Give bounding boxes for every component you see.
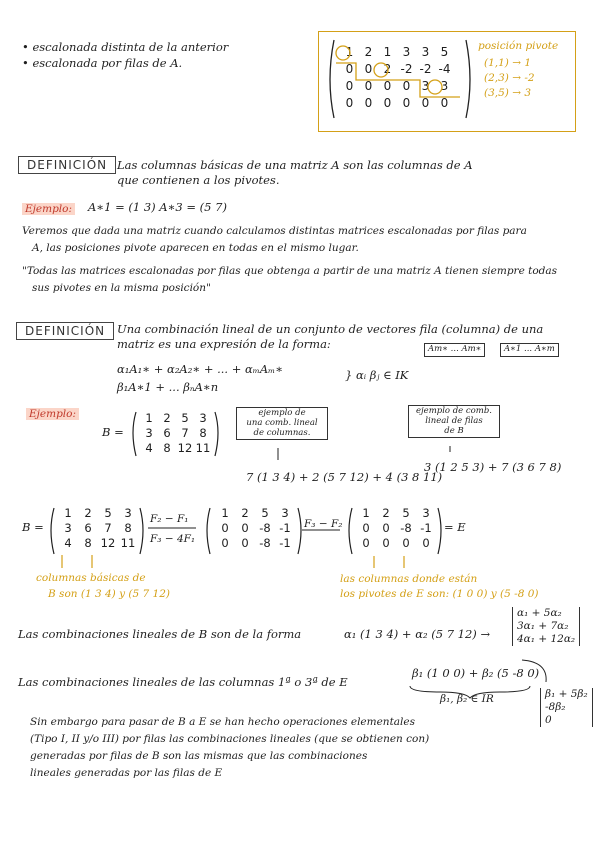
def1-line1: Las columnas básicas de una matriz A son las columnas de A — [117, 158, 473, 172]
M1-cell: 1 — [221, 506, 229, 520]
row-vectors-box: Am∗ ... Am∗ — [424, 343, 485, 357]
def2-formula1: α₁A₁∗ + α₂A₂∗ + ... + αₘAₘ∗ — [117, 362, 284, 376]
lin-B-formula: α₁ (1 3 4) + α₂ (5 7 12) → — [344, 627, 491, 641]
top-matrix-cell: 0 — [421, 96, 430, 110]
top-matrix-cell: 0 — [364, 96, 373, 110]
top-matrix-cell: 0 — [440, 96, 449, 110]
B-matrix-cell: 7 — [181, 426, 189, 440]
top-matrix-cell: 0 — [345, 62, 354, 76]
closing-line4: lineales generadas por las filas de E — [30, 767, 223, 779]
top-matrix-cell: 3 — [421, 79, 430, 93]
top-matrix-cell: 0 — [345, 96, 354, 110]
M1-cell: -8 — [259, 536, 271, 550]
ops1-bottom: F₃ − 4F₁ — [150, 533, 196, 545]
reduction-B-cell: 8 — [84, 536, 92, 550]
top-matrix-cell: 5 — [440, 45, 449, 59]
E-cell: 3 — [422, 506, 430, 520]
E-cell: 5 — [402, 506, 410, 520]
def1-line2: que contienen a los pivotes. — [117, 173, 280, 187]
E-cell: 0 — [382, 536, 390, 550]
para1-line2: A, las posiciones pivote aparecen en todas en el mismo lugar. — [32, 242, 359, 254]
quote-line2: sus pivotes en la misma posición" — [32, 282, 211, 294]
E-cell: -8 — [400, 521, 412, 535]
top-matrix-cell: 1 — [345, 45, 354, 59]
B-matrix-cell: 8 — [163, 441, 171, 455]
lin-E-text: Las combinaciones lineales de las columnas 1ª o 3ª de E — [18, 675, 348, 689]
M1-cell: -1 — [279, 521, 291, 535]
top-matrix-cell: -2 — [419, 62, 432, 76]
column-comb-note: ejemplo de una comb. lineal de columnas. — [236, 407, 328, 440]
closing-line1: Sin embargo para pasar de B a E se han hecho operaciones elementales — [30, 716, 416, 728]
B-matrix-cell: 2 — [163, 411, 171, 425]
top-matrix-cell: 1 — [383, 45, 392, 59]
column-vectors-box: A∗1 ... A∗m — [500, 343, 559, 357]
def2-line2: matriz es una expresión de la forma: — [117, 337, 331, 351]
example-label-1: Ejemplo: — [22, 203, 75, 215]
M1-cell: 0 — [241, 536, 249, 550]
reduction-B-cell: 3 — [64, 521, 72, 535]
E-label: = E — [444, 520, 466, 534]
top-matrix-cell: 0 — [364, 79, 373, 93]
example-label-2: Ejemplo: — [26, 408, 79, 420]
pivot-note-1: (1,1) → 1 — [484, 57, 532, 69]
M1-cell: -1 — [279, 536, 291, 550]
column-combination: 7 (1 3 4) + 2 (5 7 12) + 4 (3 8 11) — [246, 470, 443, 484]
pivot-note-3: (3,5) → 3 — [484, 87, 532, 99]
para1-line1: Veremos que dada una matriz cuando calculamos distintas matrices escalonadas por filas para — [22, 225, 527, 237]
top-matrix-cell: 2 — [364, 45, 373, 59]
lin-B-text: Las combinaciones lineales de B son de la forma — [18, 627, 302, 641]
B-matrix-cell: 5 — [181, 411, 189, 425]
E-cell: 0 — [362, 536, 370, 550]
M1-cell: 2 — [241, 506, 249, 520]
B-matrix-cell: 11 — [195, 441, 211, 455]
definition-label-1: DEFINICIÓN — [18, 156, 116, 174]
row-comb-note: ejemplo de comb. lineal de filas de B — [408, 405, 500, 438]
reduction-B-cell: 5 — [104, 506, 112, 520]
intro-bullet-2: • escalonada por filas de A. — [22, 56, 183, 70]
pivot-columns-note-1: las columnas donde están — [340, 573, 478, 585]
B-matrix-cell: 3 — [145, 426, 153, 440]
pivot-note-title: posición pivote — [478, 40, 559, 52]
def2-line1: Una combinación lineal de un conjunto de vectores fila (columna) de una — [117, 322, 544, 336]
B-matrix-cell: 12 — [177, 441, 193, 455]
example1-text: A∗1 = (1 3) A∗3 = (5 7) — [88, 200, 227, 214]
E-cell: 1 — [362, 506, 370, 520]
reduction-B-cell: 11 — [120, 536, 136, 550]
M1-cell: -8 — [259, 521, 271, 535]
lin-E-cond: β₁, β₂ ∈ IR — [440, 693, 494, 705]
closing-line2: (Tipo I, II y/o III) por filas las combinaciones lineales (que se obtienen con) — [30, 733, 430, 745]
lin-E-result: β₁ + 5β₂ -8β₂ 0 — [540, 688, 593, 727]
ops2: F₃ − F₂ — [304, 518, 343, 530]
top-matrix-cell: 3 — [402, 45, 411, 59]
top-matrix-cell: 0 — [402, 79, 411, 93]
reduction-B-cell: 8 — [124, 521, 132, 535]
def2-coeffs: } αᵢ βⱼ ∈ IK — [345, 368, 409, 382]
M1-cell: 0 — [221, 521, 229, 535]
M1-cell: 0 — [221, 536, 229, 550]
pivot-note-2: (2,3) → -2 — [484, 72, 535, 84]
quote-line1: "Todas las matrices escalonadas por filas que obtenga a partir de una matriz A tienen siempre todas — [22, 265, 558, 277]
top-matrix-cell: 0 — [383, 79, 392, 93]
reduction-B-cell: 4 — [64, 536, 72, 550]
B-matrix-cell: 6 — [163, 426, 171, 440]
basic-columns-note-2: B son (1 3 4) y (5 7 12) — [48, 588, 170, 600]
pivot-columns-note-2: los pivotes de E son: (1 0 0) y (5 -8 0) — [340, 588, 539, 600]
top-matrix-cell: 0 — [402, 96, 411, 110]
M1-cell: 3 — [281, 506, 289, 520]
reduction-B-cell: 7 — [104, 521, 112, 535]
E-cell: 0 — [362, 521, 370, 535]
reduction-B-label: B = — [22, 520, 44, 534]
top-matrix-cell: -2 — [400, 62, 413, 76]
lin-B-result: α₁ + 5α₂ 3α₁ + 7α₂ 4α₁ + 12α₂ — [512, 607, 580, 646]
closing-line3: generadas por filas de B son las mismas que las combinaciones — [30, 750, 368, 762]
B-matrix-cell: 8 — [199, 426, 207, 440]
M1-cell: 5 — [261, 506, 269, 520]
E-cell: 0 — [402, 536, 410, 550]
E-cell: 0 — [382, 521, 390, 535]
E-cell: 2 — [382, 506, 390, 520]
reduction-B-cell: 2 — [84, 506, 92, 520]
E-cell: 0 — [422, 536, 430, 550]
B-matrix-cell: 4 — [145, 441, 153, 455]
ops1-top: F₂ − F₁ — [150, 513, 189, 525]
top-matrix-cell: 3 — [421, 45, 430, 59]
intro-bullet-1: • escalonada distinta de la anterior — [22, 40, 229, 54]
M1-cell: 0 — [241, 521, 249, 535]
top-matrix-cell: -4 — [438, 62, 451, 76]
B-matrix-cell: 1 — [145, 411, 153, 425]
top-matrix-cell: 2 — [383, 62, 392, 76]
top-matrix-cell: 3 — [440, 79, 449, 93]
reduction-B-cell: 3 — [124, 506, 132, 520]
reduction-B-cell: 12 — [100, 536, 116, 550]
top-matrix-cell: 0 — [383, 96, 392, 110]
example2-B-label: B = — [102, 425, 124, 439]
def2-formula2: β₁A∗1 + ... βₙA∗n — [117, 380, 219, 394]
definition-label-2: DEFINICIÓN — [16, 322, 114, 340]
E-cell: -1 — [420, 521, 432, 535]
top-matrix-cell: 0 — [345, 79, 354, 93]
reduction-B-cell: 6 — [84, 521, 92, 535]
B-matrix-cell: 3 — [199, 411, 207, 425]
lin-E-formula: β₁ (1 0 0) + β₂ (5 -8 0) — [412, 666, 540, 680]
row-combination: 3 (1 2 5 3) + 7 (3 6 7 8) — [424, 460, 562, 474]
basic-columns-note-1: columnas básicas de — [36, 572, 146, 584]
top-matrix-cell: 0 — [364, 62, 373, 76]
reduction-B-cell: 1 — [64, 506, 72, 520]
